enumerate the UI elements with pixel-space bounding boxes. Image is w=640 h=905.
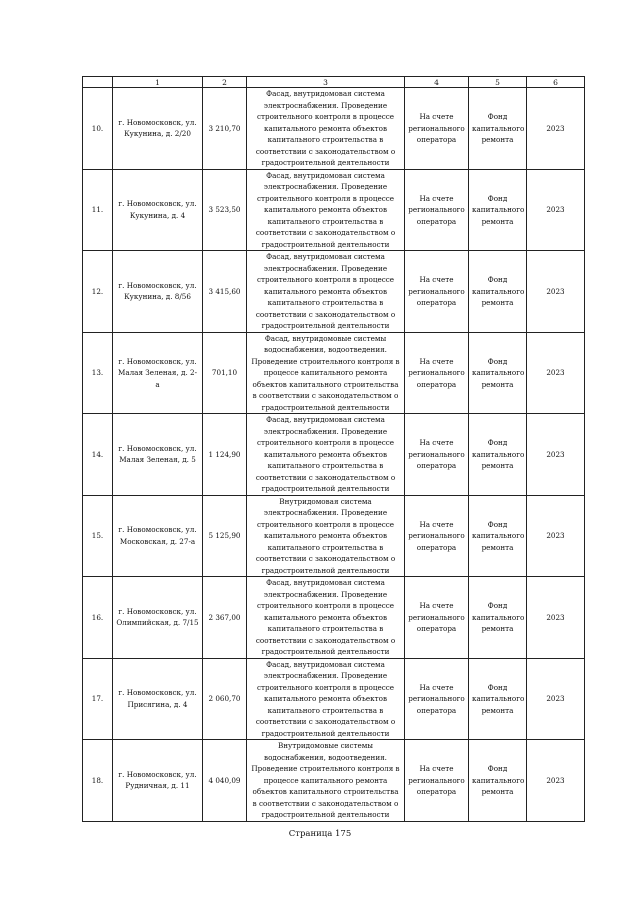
area-cell: 2 060,70 — [203, 658, 247, 740]
table-row — [83, 414, 585, 496]
year-cell: 2023 — [527, 414, 585, 496]
year-cell: 2023 — [527, 495, 585, 577]
year-cell: 2023 — [527, 332, 585, 414]
account-cell: На счете регионального оператора — [405, 169, 469, 251]
fund-cell: Фонд капитального ремонта — [469, 740, 527, 822]
address-cell: г. Новомосковск, ул. Кукунина, д. 2/20 — [113, 88, 203, 170]
table-row — [83, 658, 585, 740]
area-cell: 3 523,50 — [203, 169, 247, 251]
address-cell: г. Новомосковск, ул. Рудничная, д. 11 — [113, 740, 203, 822]
work-description-cell: Внутридомовая система электроснабжения. Проведение строительного контроля в процессе капитального ремонта объектов капитального строительства в соответствии с законодательством о градостроительной деятельности — [247, 495, 405, 577]
address-cell: г. Новомосковск, ул. Кукунина, д. 8/56 — [113, 251, 203, 333]
account-cell: На счете регионального оператора — [405, 577, 469, 659]
column-number: 1 — [113, 77, 203, 88]
area-cell: 1 124,90 — [203, 414, 247, 496]
year-cell: 2023 — [527, 169, 585, 251]
fund-cell: Фонд капитального ремонта — [469, 577, 527, 659]
table-row — [83, 495, 585, 577]
work-description-cell: Фасад, внутридомовые системы водоснабжения, водоотведения. Проведение строительного контроля в процессе капитального ремонта объектов капитального строительства в соответствии с законодательством о градостроительной деятельности — [247, 332, 405, 414]
fund-cell: Фонд капитального ремонта — [469, 495, 527, 577]
area-cell: 3 210,70 — [203, 88, 247, 170]
fund-cell: Фонд капитального ремонта — [469, 332, 527, 414]
fund-cell: Фонд капитального ремонта — [469, 169, 527, 251]
work-description-cell: Фасад, внутридомовая система электроснабжения. Проведение строительного контроля в процессе капитального ремонта объектов капитального строительства в соответствии с законодательством о градостроительной деятельности — [247, 414, 405, 496]
account-cell: На счете регионального оператора — [405, 332, 469, 414]
row-number: 11. — [83, 169, 113, 251]
address-cell: г. Новомосковск, ул. Московская, д. 27-а — [113, 495, 203, 577]
year-cell: 2023 — [527, 251, 585, 333]
column-number: 2 — [203, 77, 247, 88]
repair-program-table — [82, 76, 585, 822]
area-cell: 701,10 — [203, 332, 247, 414]
account-cell: На счете регионального оператора — [405, 251, 469, 333]
row-number: 12. — [83, 251, 113, 333]
column-number: 6 — [527, 77, 585, 88]
table-row — [83, 251, 585, 333]
address-cell: г. Новомосковск, ул. Малая Зеленая, д. 5 — [113, 414, 203, 496]
row-number: 16. — [83, 577, 113, 659]
table-row — [83, 740, 585, 822]
fund-cell: Фонд капитального ремонта — [469, 88, 527, 170]
year-cell: 2023 — [527, 658, 585, 740]
area-cell: 2 367,00 — [203, 577, 247, 659]
year-cell: 2023 — [527, 88, 585, 170]
column-number: 5 — [469, 77, 527, 88]
row-number: 14. — [83, 414, 113, 496]
row-number: 15. — [83, 495, 113, 577]
area-cell: 4 040,09 — [203, 740, 247, 822]
work-description-cell: Фасад, внутридомовая система электроснабжения. Проведение строительного контроля в процессе капитального ремонта объектов капитального строительства в соответствии с законодательством о градостроительной деятельности — [247, 577, 405, 659]
column-number: 3 — [247, 77, 405, 88]
work-description-cell: Фасад, внутридомовая система электроснабжения. Проведение строительного контроля в процессе капитального ремонта объектов капитального строительства в соответствии с законодательством о градостроительной деятельности — [247, 88, 405, 170]
area-cell: 3 415,60 — [203, 251, 247, 333]
fund-cell: Фонд капитального ремонта — [469, 251, 527, 333]
address-cell: г. Новомосковск, ул. Присягина, д. 4 — [113, 658, 203, 740]
fund-cell: Фонд капитального ремонта — [469, 414, 527, 496]
fund-cell: Фонд капитального ремонта — [469, 658, 527, 740]
table-row — [83, 88, 585, 170]
address-cell: г. Новомосковск, ул. Малая Зеленая, д. 2-а — [113, 332, 203, 414]
address-cell: г. Новомосковск, ул. Олимпийская, д. 7/15 — [113, 577, 203, 659]
table-row — [83, 577, 585, 659]
table-row — [83, 169, 585, 251]
row-number: 17. — [83, 658, 113, 740]
work-description-cell: Фасад, внутридомовая система электроснабжения. Проведение строительного контроля в процессе капитального ремонта объектов капитального строительства в соответствии с законодательством о градостроительной деятельности — [247, 658, 405, 740]
address-cell: г. Новомосковск, ул. Кукунина, д. 4 — [113, 169, 203, 251]
account-cell: На счете регионального оператора — [405, 414, 469, 496]
column-number-blank — [83, 77, 113, 88]
column-number: 4 — [405, 77, 469, 88]
work-description-cell: Фасад, внутридомовая система электроснабжения. Проведение строительного контроля в процессе капитального ремонта объектов капитального строительства в соответствии с законодательством о градостроительной деятельности — [247, 251, 405, 333]
table-row — [83, 332, 585, 414]
page-number: Страница 175 — [288, 829, 352, 839]
account-cell: На счете регионального оператора — [405, 658, 469, 740]
row-number: 13. — [83, 332, 113, 414]
year-cell: 2023 — [527, 740, 585, 822]
area-cell: 5 125,90 — [203, 495, 247, 577]
account-cell: На счете регионального оператора — [405, 495, 469, 577]
account-cell: На счете регионального оператора — [405, 88, 469, 170]
account-cell: На счете регионального оператора — [405, 740, 469, 822]
work-description-cell: Внутридомовые системы водоснабжения, водоотведения. Проведение строительного контроля в процессе капитального ремонта объектов капитального строительства в соответствии с законодательством о градостроительной деятельности — [247, 740, 405, 822]
work-description-cell: Фасад, внутридомовая система электроснабжения. Проведение строительного контроля в процессе капитального ремонта объектов капитального строительства в соответствии с законодательством о градостроительной деятельности — [247, 169, 405, 251]
row-number: 10. — [83, 88, 113, 170]
row-number: 18. — [83, 740, 113, 822]
column-number-row — [83, 77, 585, 88]
year-cell: 2023 — [527, 577, 585, 659]
